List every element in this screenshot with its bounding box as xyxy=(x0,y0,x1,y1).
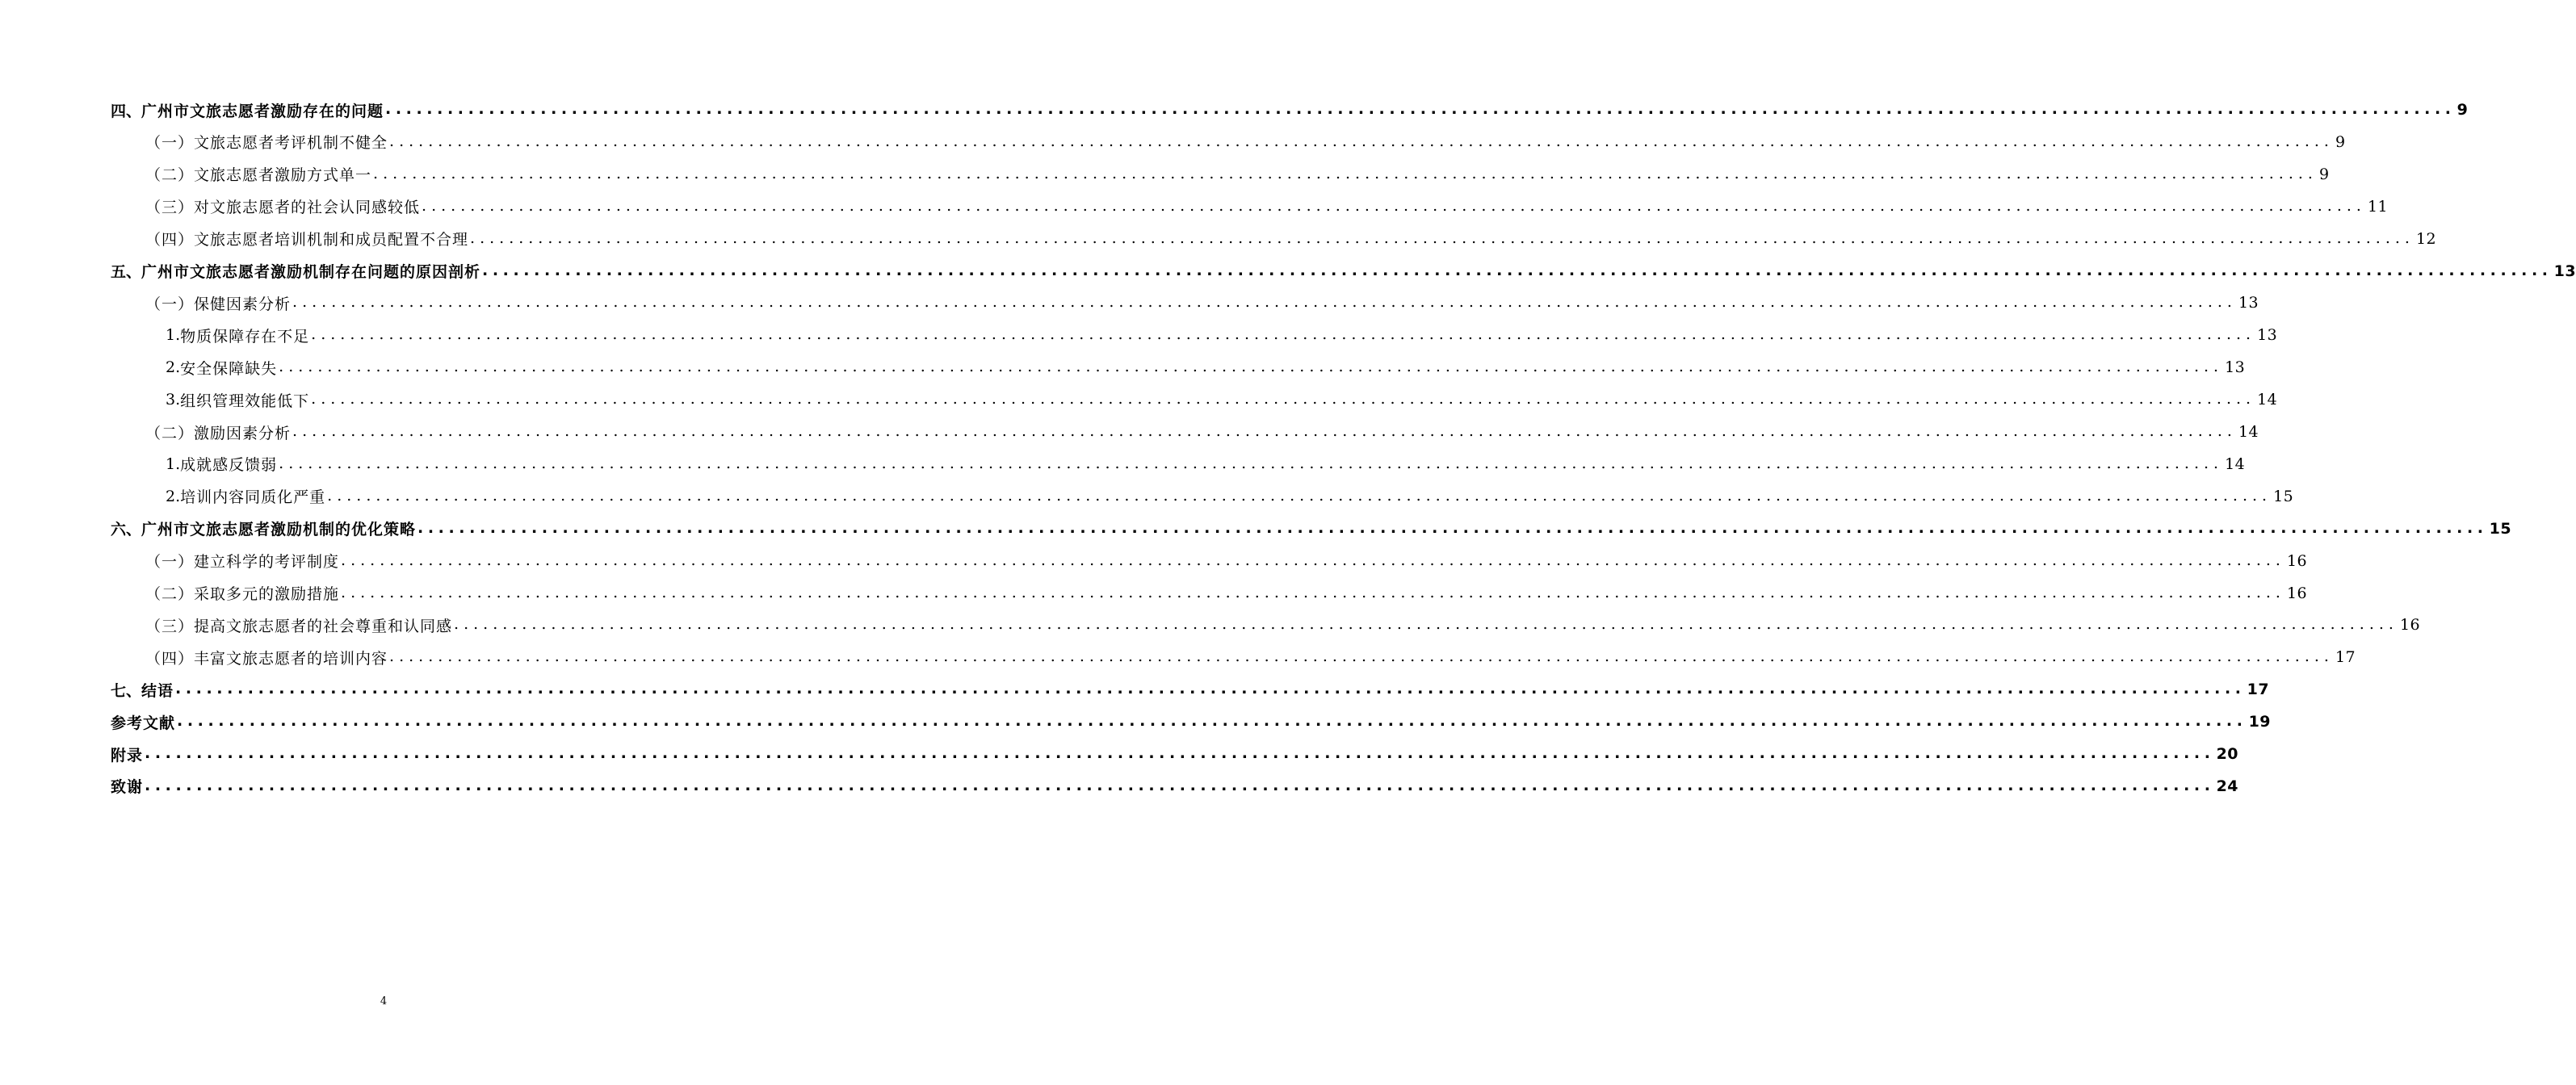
toc-entry-number: 2. xyxy=(166,487,181,505)
toc-entry-number: 1. xyxy=(166,326,181,345)
toc-entry-page: 12 xyxy=(2415,229,2437,248)
toc-entry-number: （一） xyxy=(145,295,195,313)
toc-entry-title: 文旅志愿者培训机制和成员配置不合理 xyxy=(194,231,469,249)
toc-entry-number: 四、 xyxy=(111,102,142,120)
toc-entry[interactable] xyxy=(145,645,2356,669)
toc-row[interactable] xyxy=(0,162,2330,186)
toc-entry-number: 2. xyxy=(166,358,181,377)
toc-entry[interactable] xyxy=(111,710,2272,734)
toc-row[interactable] xyxy=(0,517,2512,541)
toc-entry-number: （二） xyxy=(145,585,195,603)
toc-leader-dots: ........................................................................................................................................................................................................ xyxy=(470,228,2414,247)
toc-entry-title: 采取多元的激励措施 xyxy=(194,585,340,603)
toc-entry-number: 3. xyxy=(166,391,181,409)
toc-entry-number: （二） xyxy=(145,166,195,185)
toc-row[interactable] xyxy=(0,677,2270,702)
toc-leader-dots: ........................................................................................................................................................................................................ xyxy=(177,712,2247,731)
toc-entry-number: （四） xyxy=(145,231,195,249)
toc-entry-page: 13 xyxy=(2238,294,2259,312)
toc-entry[interactable] xyxy=(166,388,2278,412)
toc-entry-number: （一） xyxy=(145,134,195,153)
toc-entry-title: 附录 xyxy=(111,746,144,765)
toc-leader-dots: ........................................................................................................................................................................................................ xyxy=(145,744,2215,762)
toc-entry-title: 提高文旅志愿者的社会尊重和认同感 xyxy=(194,617,453,635)
toc-row[interactable] xyxy=(0,484,2294,509)
toc-leader-dots: ........................................................................................................................................................................................................ xyxy=(417,518,2488,537)
toc-entry-title: 丰富文旅志愿者的培训内容 xyxy=(194,649,388,668)
toc-leader-dots: ........................................................................................................................................................................................................ xyxy=(422,196,2366,215)
toc-leader-dots: ........................................................................................................................................................................................................ xyxy=(373,164,2318,182)
toc-leader-dots: ........................................................................................................................................................................................................ xyxy=(175,680,2246,698)
toc-entry-number: （三） xyxy=(145,199,195,217)
toc-entry-page: 20 xyxy=(2216,745,2239,763)
page-number: 4 xyxy=(380,995,388,1008)
toc-leader-dots: ........................................................................................................................................................................................................ xyxy=(454,615,2398,634)
toc-entry-page: 17 xyxy=(2247,681,2270,699)
toc-leader-dots: ........................................................................................................................................................................................................ xyxy=(145,776,2215,794)
toc-row[interactable] xyxy=(0,195,2389,219)
toc-entry-number: （四） xyxy=(145,649,195,668)
toc-entry-title: 对文旅志愿者的社会认同感较低 xyxy=(194,199,421,217)
toc-entry[interactable] xyxy=(111,517,2512,541)
toc-row[interactable] xyxy=(0,710,2272,734)
toc-row[interactable] xyxy=(0,420,2259,444)
toc-entry[interactable] xyxy=(145,581,2308,605)
toc-leader-dots: ........................................................................................................................................................................................................ xyxy=(327,486,2272,505)
toc-entry-page: 15 xyxy=(2273,487,2294,505)
toc-row[interactable] xyxy=(0,742,2239,766)
toc-entry-page: 9 xyxy=(2335,132,2346,151)
toc-entry-title: 组织管理效能低下 xyxy=(180,392,310,410)
toc-row[interactable] xyxy=(0,291,2259,315)
toc-entry-number: （一） xyxy=(145,553,195,572)
toc-row[interactable] xyxy=(0,613,2421,637)
toc-entry-title: 文旅志愿者激励方式单一 xyxy=(194,166,372,185)
toc-entry-page: 13 xyxy=(2225,358,2246,377)
toc-leader-dots: ........................................................................................................................................................................................................ xyxy=(279,358,2224,376)
toc-entry[interactable] xyxy=(145,162,2330,186)
toc-row[interactable] xyxy=(0,98,2469,122)
toc-entry[interactable] xyxy=(166,355,2246,379)
toc-entry-page: 14 xyxy=(2225,455,2246,473)
toc-row[interactable] xyxy=(0,774,2239,798)
toc-entry-title: 广州市文旅志愿者激励机制的优化策略 xyxy=(141,521,417,539)
toc-entry-title: 保健因素分析 xyxy=(194,295,292,313)
toc-entry-number: （二） xyxy=(145,424,195,442)
toc-entry-page: 16 xyxy=(2286,551,2308,570)
toc-row[interactable] xyxy=(0,388,2278,412)
toc-row[interactable] xyxy=(0,549,2308,573)
toc-entry-page: 9 xyxy=(2456,101,2469,119)
toc-entry-page: 9 xyxy=(2318,165,2330,183)
toc-row[interactable] xyxy=(0,645,2356,669)
toc-row[interactable] xyxy=(0,130,2346,154)
toc-entry-page: 19 xyxy=(2248,713,2272,731)
toc-leader-dots: ........................................................................................................................................................................................................ xyxy=(389,132,2334,150)
toc-entry-number: 七、 xyxy=(111,681,142,700)
toc-entry-title: 建立科学的考评制度 xyxy=(194,553,340,572)
toc-entry[interactable] xyxy=(145,613,2421,637)
toc-entry-title: 参考文献 xyxy=(111,714,176,732)
toc-leader-dots: ........................................................................................................................................................................................................ xyxy=(341,551,2285,569)
toc-entry-title: 结语 xyxy=(141,681,174,700)
toc-entry[interactable] xyxy=(145,130,2346,154)
toc-entry-title: 成就感反馈弱 xyxy=(180,456,278,475)
toc-row[interactable] xyxy=(0,581,2308,605)
toc-entry-page: 11 xyxy=(2367,197,2389,216)
toc-leader-dots: ........................................................................................................................................................................................................ xyxy=(279,454,2224,472)
toc-row[interactable] xyxy=(0,323,2278,347)
toc-entry-title: 安全保障缺失 xyxy=(180,359,278,378)
toc-entry-number: 六、 xyxy=(111,521,142,539)
toc-entry-page: 17 xyxy=(2335,648,2356,667)
toc-entry-page: 13 xyxy=(2257,326,2278,345)
toc-entry[interactable] xyxy=(145,549,2308,573)
toc-entry-number: 五、 xyxy=(111,263,142,281)
toc-entry-page: 16 xyxy=(2399,616,2421,635)
toc-entry-title: 物质保障存在不足 xyxy=(180,327,310,346)
toc-entry-title: 文旅志愿者考评机制不健全 xyxy=(194,134,388,153)
toc-entry[interactable] xyxy=(145,420,2259,444)
toc-entry-page: 24 xyxy=(2216,777,2239,795)
toc-leader-dots: ........................................................................................................................................................................................................ xyxy=(385,100,2456,118)
toc-leader-dots: ........................................................................................................................................................................................................ xyxy=(292,422,2237,440)
toc-entry[interactable] xyxy=(166,323,2278,347)
toc-entry-number: （三） xyxy=(145,617,195,635)
toc-entry-title: 致谢 xyxy=(111,778,144,797)
toc-leader-dots: ........................................................................................................................................................................................................ xyxy=(389,647,2334,666)
toc-leader-dots: ........................................................................................................................................................................................................ xyxy=(482,261,2553,279)
toc-row[interactable] xyxy=(0,452,2246,476)
toc-entry-title: 广州市文旅志愿者激励机制存在问题的原因剖析 xyxy=(141,263,481,281)
toc-entry-title: 培训内容同质化严重 xyxy=(180,488,326,507)
toc-entry[interactable] xyxy=(166,484,2294,509)
toc-entry-number: 1. xyxy=(166,455,181,473)
toc-leader-dots: ........................................................................................................................................................................................................ xyxy=(311,325,2256,344)
toc-entry-page: 15 xyxy=(2489,519,2512,538)
toc-entry-page: 14 xyxy=(2238,423,2259,441)
toc-entry[interactable] xyxy=(111,742,2239,766)
toc-entry[interactable] xyxy=(111,677,2270,702)
toc-entry-page: 16 xyxy=(2286,584,2308,602)
toc-entry[interactable] xyxy=(145,227,2437,251)
toc-entry[interactable] xyxy=(111,98,2469,122)
toc-entry-page: 13 xyxy=(2553,262,2576,280)
toc-entry-title: 广州市文旅志愿者激励存在的问题 xyxy=(141,102,384,120)
toc-entry[interactable] xyxy=(111,259,2576,283)
toc-entry[interactable] xyxy=(145,291,2259,315)
toc-entry[interactable] xyxy=(111,774,2239,798)
toc-leader-dots: ........................................................................................................................................................................................................ xyxy=(311,390,2256,408)
toc-entry-page: 14 xyxy=(2257,391,2278,409)
toc-leader-dots: ........................................................................................................................................................................................................ xyxy=(341,583,2285,601)
toc-row[interactable] xyxy=(0,227,2437,251)
toc-row[interactable] xyxy=(0,355,2246,379)
toc-leader-dots: ........................................................................................................................................................................................................ xyxy=(292,293,2237,312)
toc-entry[interactable] xyxy=(166,452,2246,476)
toc-row[interactable] xyxy=(0,259,2576,283)
toc-entry-title: 激励因素分析 xyxy=(194,424,292,442)
toc-entry[interactable] xyxy=(145,195,2389,219)
